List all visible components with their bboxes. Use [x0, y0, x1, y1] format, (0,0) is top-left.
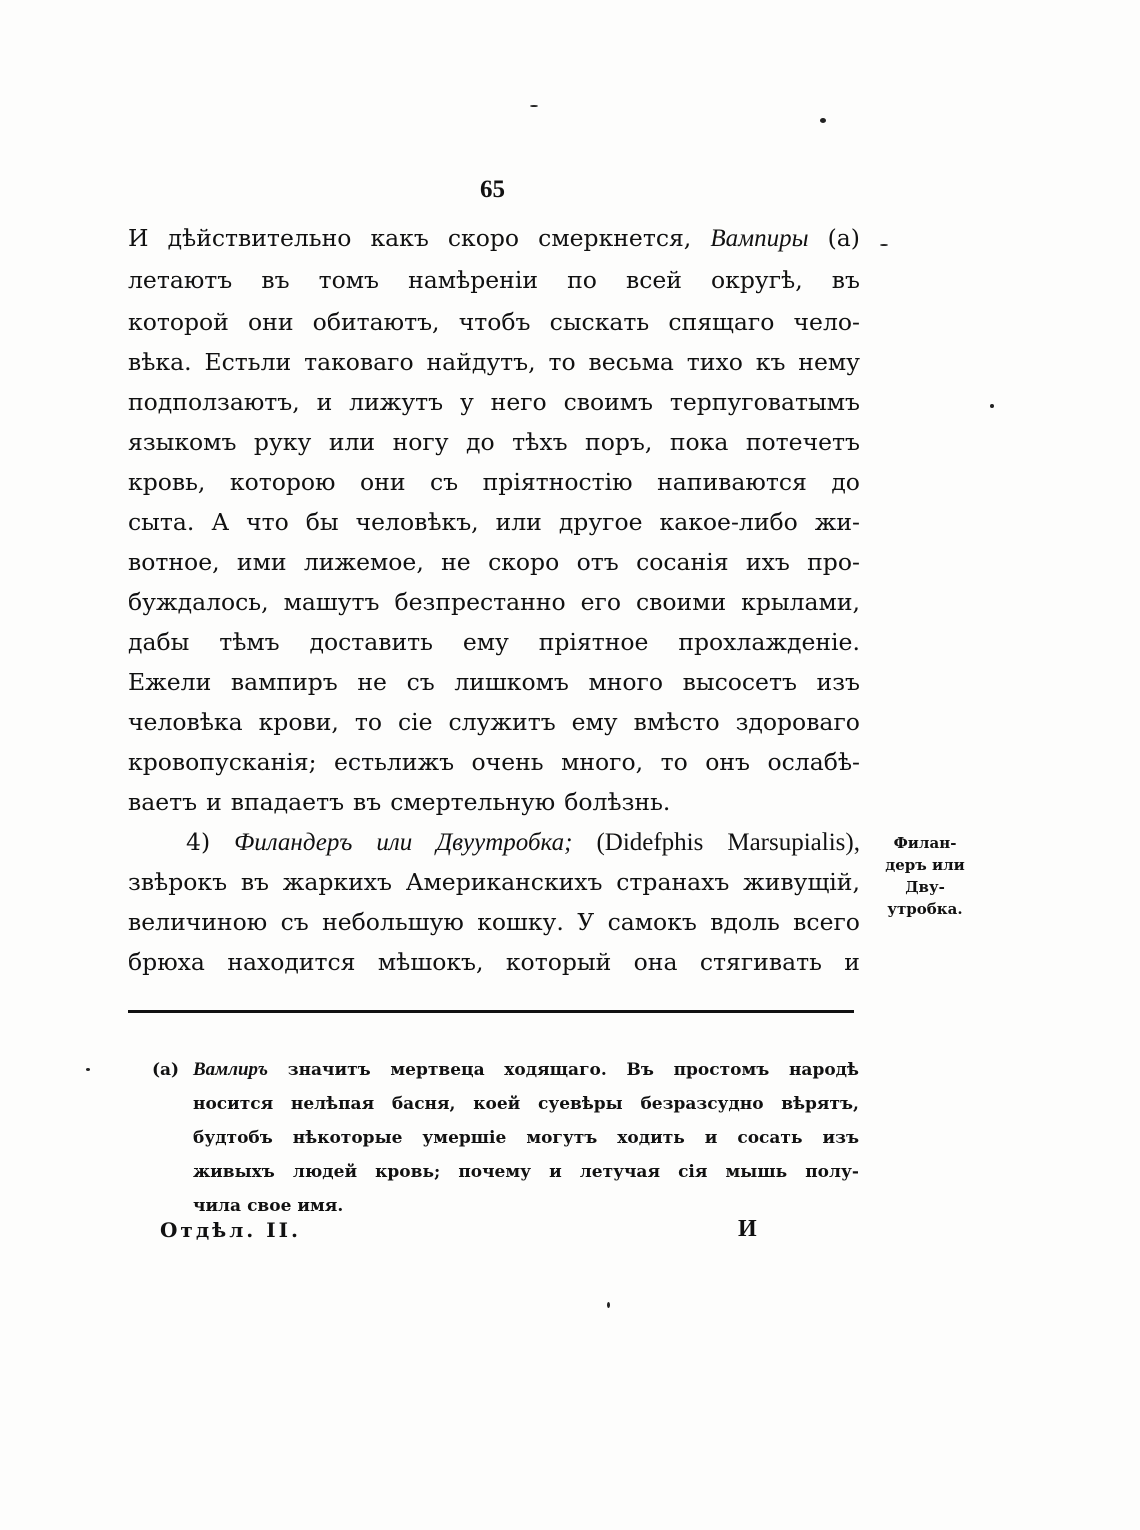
word: будтобъ	[193, 1128, 273, 1148]
word: естьлижъ	[334, 748, 455, 776]
word: дѣйствительно	[167, 224, 352, 252]
body-line	[128, 422, 860, 462]
body-line	[128, 462, 860, 502]
word: чело-	[793, 308, 860, 336]
word: спящаго	[668, 308, 775, 336]
word: нему	[798, 348, 860, 376]
body-line	[128, 622, 860, 662]
word: то	[548, 348, 576, 376]
word: тихо	[686, 348, 743, 376]
word: вѣка.	[128, 348, 192, 376]
word: живыхъ	[193, 1162, 275, 1182]
word: дабы	[128, 628, 190, 656]
ink-speck	[880, 244, 888, 246]
margin-note-line: Дву-	[905, 878, 945, 896]
word: ходить	[617, 1128, 685, 1148]
catchword: И	[738, 1216, 757, 1242]
word: съ	[406, 668, 435, 696]
word: стягивать	[699, 948, 822, 976]
ink-speck	[990, 404, 994, 408]
ink-speck	[820, 118, 826, 123]
word: чила	[193, 1196, 242, 1216]
word: и	[549, 1162, 562, 1182]
word: который	[505, 948, 612, 976]
word: вѣрятъ,	[781, 1094, 859, 1114]
body-line	[128, 662, 860, 702]
word: обитаютъ,	[312, 308, 440, 336]
body-line	[128, 742, 860, 782]
word: самокъ	[607, 908, 697, 936]
word: Двуутробка;	[436, 829, 573, 856]
page-number: 65	[480, 176, 505, 203]
body-line	[128, 542, 860, 582]
body-line	[128, 782, 860, 822]
word: много	[588, 668, 664, 696]
word: онъ	[705, 748, 750, 776]
word: другое	[558, 508, 643, 536]
word: сія	[678, 1162, 708, 1182]
word: ваетъ	[128, 788, 198, 816]
word: про-	[807, 548, 860, 576]
word: него	[490, 388, 547, 416]
body-line	[128, 702, 860, 742]
word: 4)	[186, 828, 211, 856]
body-line	[128, 902, 860, 942]
word: пріятностію	[482, 468, 633, 496]
body-line	[186, 822, 860, 862]
ink-speck	[530, 105, 538, 107]
word: прохлажденіе.	[678, 628, 860, 656]
word: простомъ	[673, 1060, 770, 1080]
word: высосетъ	[682, 668, 797, 696]
word: терпуговатымъ	[669, 388, 860, 416]
footnote-line	[193, 1087, 859, 1121]
body-line	[128, 382, 860, 422]
word: У	[577, 908, 595, 936]
word: сосать	[737, 1128, 803, 1148]
ink-speck	[607, 1302, 610, 1308]
word: смеркнется,	[538, 224, 692, 252]
word: свое	[247, 1196, 292, 1216]
word: величиною	[128, 908, 268, 936]
word: доставить	[309, 628, 433, 656]
word: находится	[227, 948, 356, 976]
word: крови,	[258, 708, 339, 736]
word: таковаго	[304, 348, 414, 376]
body-line	[128, 502, 860, 542]
word: своими	[636, 588, 727, 616]
word: сіе	[397, 708, 433, 736]
word: они	[360, 468, 406, 496]
footnote-line	[193, 1053, 859, 1087]
word: округѣ,	[711, 266, 803, 294]
word: то	[354, 708, 382, 736]
word: скоро	[488, 548, 560, 576]
word: скоро	[447, 224, 520, 252]
word: ему	[571, 708, 618, 736]
word: весьма	[588, 348, 674, 376]
word: чтобъ	[458, 308, 531, 336]
word: пока	[669, 428, 729, 456]
word: очень	[471, 748, 544, 776]
word: она	[633, 948, 678, 976]
word: изъ	[816, 668, 860, 696]
word: Вамлиръ	[193, 1059, 269, 1080]
word: всей	[625, 266, 682, 294]
word: ногу	[392, 428, 449, 456]
word: умершіе	[422, 1128, 507, 1148]
word: съ	[430, 468, 459, 496]
word: въ	[261, 266, 290, 294]
word: Американскихъ	[405, 868, 603, 896]
word: они	[248, 308, 294, 336]
word: которой	[128, 308, 229, 336]
word: которою	[229, 468, 336, 496]
word: человѣкъ,	[355, 508, 479, 536]
word: или	[328, 428, 376, 456]
ink-speck	[86, 1068, 90, 1071]
word: вотное,	[128, 548, 220, 576]
word: его	[580, 588, 622, 616]
word: къ	[755, 348, 786, 376]
body-line	[128, 582, 860, 622]
word: много,	[561, 748, 644, 776]
word: смертельную	[390, 788, 556, 816]
word: странахъ	[616, 868, 730, 896]
word: или	[495, 508, 542, 536]
word: басня,	[391, 1094, 456, 1114]
body-line	[128, 942, 860, 982]
margin-note-line: утробка.	[887, 900, 963, 918]
body-line	[128, 862, 860, 902]
body-line	[128, 342, 860, 382]
word: нѣкоторые	[292, 1128, 403, 1148]
footnote-rule	[128, 1010, 854, 1013]
body-line	[128, 260, 860, 300]
footnote-line	[193, 1155, 859, 1189]
word: нелѣпая	[290, 1094, 375, 1114]
word: въ	[831, 266, 860, 294]
word: ихъ	[745, 548, 790, 576]
word: (Didefphis	[596, 829, 704, 856]
word: кровопусканія;	[128, 748, 317, 776]
word: сыскать	[549, 308, 650, 336]
word: жаркихъ	[282, 868, 392, 896]
word: (а)	[827, 224, 860, 252]
word: звѣрокъ	[128, 868, 228, 896]
word: А	[211, 508, 230, 536]
word: впадаетъ	[230, 788, 345, 816]
word: до	[466, 428, 495, 456]
word: мышь	[725, 1162, 788, 1182]
word: И	[128, 224, 149, 252]
word: тѣмъ	[219, 628, 280, 656]
word: человѣка	[128, 708, 243, 736]
word: крылами,	[741, 588, 860, 616]
word: почему	[458, 1162, 532, 1182]
word: болѣзнь.	[564, 788, 671, 816]
word: летаютъ	[128, 266, 233, 294]
word: какое-либо	[659, 508, 798, 536]
word: намѣреніи	[408, 266, 538, 294]
margin-note-line: деръ или	[885, 856, 965, 874]
word: и	[206, 788, 222, 816]
word: ему	[462, 628, 509, 656]
word: ослабѣ-	[767, 748, 860, 776]
word: мѣшокъ,	[377, 948, 484, 976]
word: томъ	[318, 266, 379, 294]
word: языкомъ	[128, 428, 237, 456]
word: подползаютъ,	[128, 388, 300, 416]
body-line	[128, 302, 860, 342]
word: не	[357, 668, 387, 696]
word: и	[844, 948, 860, 976]
body-line	[128, 218, 860, 258]
word: народѣ	[788, 1060, 859, 1080]
word: Marsupialis),	[727, 829, 860, 856]
word: лижемое,	[303, 548, 424, 576]
word: брюха	[128, 948, 205, 976]
word: вампиръ	[230, 668, 338, 696]
word: людей	[292, 1162, 358, 1182]
word: жи-	[814, 508, 860, 536]
word: въ	[353, 788, 382, 816]
word: безпрестанно	[394, 588, 566, 616]
word: небольшую	[322, 908, 464, 936]
word: кровь;	[375, 1162, 441, 1182]
word: сыта.	[128, 508, 195, 536]
word: какъ	[370, 224, 429, 252]
word: бы	[305, 508, 339, 536]
word: летучая	[579, 1162, 661, 1182]
word: до	[831, 468, 860, 496]
word: что	[246, 508, 289, 536]
word: машутъ	[283, 588, 380, 616]
word: коей	[473, 1094, 521, 1114]
word: Естьли	[204, 348, 292, 376]
word: вмѣсто	[633, 708, 720, 736]
word: у	[459, 388, 474, 416]
word: найдутъ,	[426, 348, 536, 376]
word: вдоль	[710, 908, 780, 936]
word: пріятное	[538, 628, 649, 656]
margin-note	[870, 832, 980, 920]
word: всего	[793, 908, 860, 936]
word: и	[704, 1128, 718, 1148]
word: имя.	[297, 1196, 344, 1216]
word: буждалось,	[128, 588, 269, 616]
word: руку	[253, 428, 312, 456]
word: живущій,	[743, 868, 860, 896]
word: то	[660, 748, 688, 776]
word: и	[316, 388, 333, 416]
word: по	[567, 266, 597, 294]
word: поръ,	[585, 428, 653, 456]
word: своимъ	[563, 388, 653, 416]
word: напиваются	[657, 468, 807, 496]
word: потечетъ	[745, 428, 860, 456]
word: суевѣры	[537, 1094, 623, 1114]
word: сосанія	[636, 548, 729, 576]
word: отъ	[576, 548, 619, 576]
word: носится	[193, 1094, 274, 1114]
word: лижутъ	[349, 388, 444, 416]
word: тѣхъ	[512, 428, 568, 456]
word: Ежели	[128, 668, 212, 696]
word: или	[376, 829, 413, 856]
word: лишкомъ	[454, 668, 569, 696]
word: мертвеца	[390, 1060, 485, 1080]
word: ими	[236, 548, 287, 576]
word: изъ	[822, 1128, 859, 1148]
word: служитъ	[448, 708, 556, 736]
word: не	[441, 548, 471, 576]
word: Въ	[626, 1060, 654, 1080]
word: полу-	[805, 1162, 859, 1182]
margin-note-line: Филан-	[893, 834, 957, 852]
word: Вампиры	[710, 225, 809, 252]
word: здороваго	[735, 708, 860, 736]
word: ходящаго.	[504, 1060, 607, 1080]
word: въ	[240, 868, 269, 896]
word: безразсудно	[640, 1094, 764, 1114]
word: кошку.	[477, 908, 564, 936]
word: могутъ	[526, 1128, 598, 1148]
word: Филандеръ	[234, 829, 353, 856]
word: значитъ	[287, 1060, 371, 1080]
word: кровь,	[128, 468, 206, 496]
footnote-marker: (а)	[152, 1060, 180, 1080]
footnote-line	[193, 1121, 859, 1155]
signature-mark: Отдѣл. II.	[160, 1218, 301, 1242]
word: съ	[280, 908, 309, 936]
